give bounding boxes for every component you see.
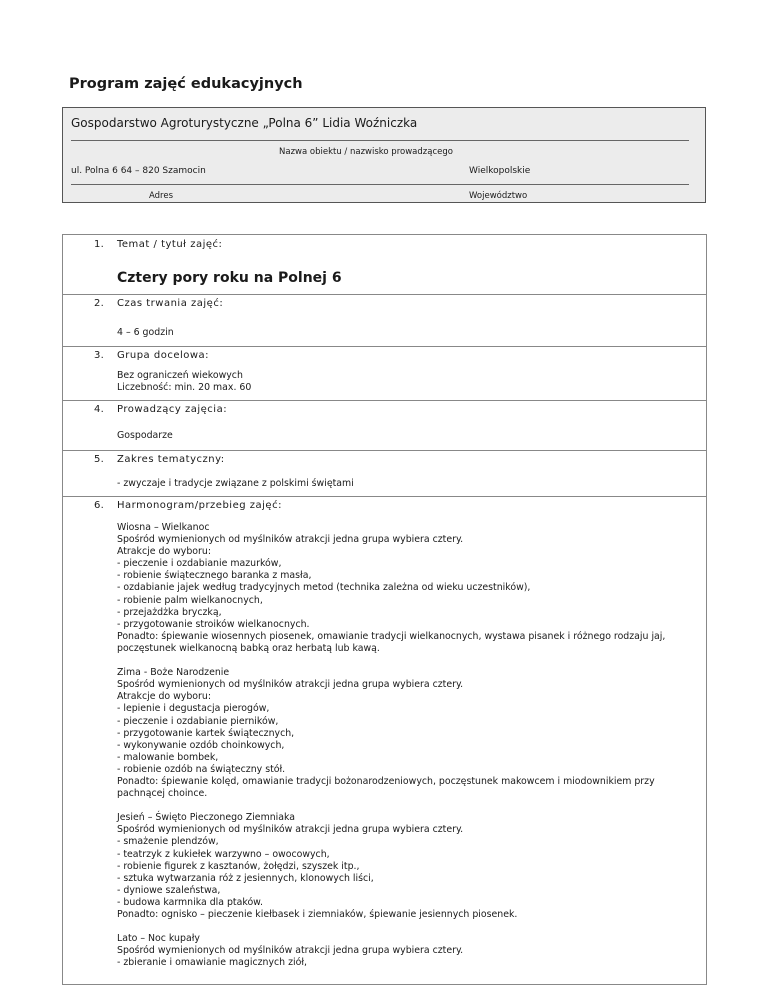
instructors-value: Gospodarze xyxy=(117,430,173,441)
schedule-autumn: Jesień – Święto Pieczonego Ziemniaka Spośród wymienionych od myślników atrakcji jedna grupa wybiera cztery. - smażenie plendzów, - teatrzyk z kukiełek warzywno – owocowych, - robienie figurek z kasztanów, żołędzi, szyszek itp., - sztuka wytwarzania róż z jesiennych, klonowych liści, - dyniowe szaleństwa, - budowa karmnika dla ptaków. Ponadto: ognisko – pieczenie kiełbasek i ziemniaków, śpiewanie jesiennych piosenek. xyxy=(117,812,518,920)
facility-name-label: Nazwa obiektu / nazwisko prowadzącego xyxy=(279,147,453,157)
section-heading-schedule: Harmonogram/przebieg zajęć: xyxy=(117,500,282,511)
divider xyxy=(63,294,706,295)
target-group-value: Bez ograniczeń wiekowych Liczebność: min. 20 max. 60 xyxy=(117,370,252,394)
section-number: 3. xyxy=(94,350,105,361)
divider xyxy=(71,140,689,141)
divider xyxy=(63,496,706,497)
section-heading-target-group: Grupa docelowa: xyxy=(117,350,210,361)
schedule-spring: Wiosna – Wielkanoc Spośród wymienionych od myślników atrakcji jedna grupa wybiera cztery. Atrakcje do wyboru: - pieczenie i ozdabianie mazurków, - robienie świątecznego baranka z masła, - ozdabianie jajek według tradycyjnych metod (technika zależna od wieku uczestników), - robienie palm wielkanocnych, - przejażdżka bryczką, - przygotowanie stroików wielkanocnych. Ponadto: śpiewanie wiosennych piosenek, omawianie tradycji wielkanocnych, wystawa pisanek i różnego rodzaju jaj, poczęstunek wielkanocną babką oraz herbatą lub kawą. xyxy=(117,522,666,654)
schedule-summer: Lato – Noc kupały Spośród wymienionych od myślników atrakcji jedna grupa wybiera cztery. - zbieranie i omawianie magicznych ziół, xyxy=(117,933,464,969)
divider xyxy=(71,184,689,185)
section-number: 2. xyxy=(94,298,105,309)
section-heading-scope: Zakres tematyczny: xyxy=(117,454,225,465)
program-table xyxy=(62,234,707,985)
divider xyxy=(63,450,706,451)
voivodeship-value: Wielkopolskie xyxy=(469,166,531,176)
schedule-winter: Zima - Boże Narodzenie Spośród wymienionych od myślników atrakcji jedna grupa wybiera cztery. Atrakcje do wyboru: - lepienie i degustacja pierogów, - pieczenie i ozdabianie pierników, - przygotowanie kartek świątecznych, - wykonywanie ozdób choinkowych, - malowanie bombek, - robienie ozdób na świąteczny stół. Ponadto: śpiewanie kolęd, omawianie tradycji bożonarodzeniowych, poczęstunek makowcem i miodownikiem przy pachnącej choince. xyxy=(117,667,655,800)
scope-value: - zwyczaje i tradycje związane z polskimi świętami xyxy=(117,478,354,489)
facility-name: Gospodarstwo Agroturystyczne „Polna 6” Lidia Woźniczka xyxy=(71,116,418,130)
section-heading-topic: Temat / tytuł zajęć: xyxy=(117,239,223,250)
section-number: 4. xyxy=(94,404,105,415)
section-number: 6. xyxy=(94,500,105,511)
address-label: Adres xyxy=(149,191,174,201)
voivodeship-label: Województwo xyxy=(469,191,528,201)
facility-info-box xyxy=(62,107,706,203)
section-heading-duration: Czas trwania zajęć: xyxy=(117,298,224,309)
topic-title: Cztery pory roku na Polnej 6 xyxy=(117,270,342,286)
divider xyxy=(63,346,706,347)
divider xyxy=(63,400,706,401)
section-number: 1. xyxy=(94,239,105,250)
address-value: ul. Polna 6 64 – 820 Szamocin xyxy=(71,166,206,176)
schedule-content xyxy=(117,522,700,982)
section-number: 5. xyxy=(94,454,105,465)
section-heading-instructors: Prowadzący zajęcia: xyxy=(117,404,228,415)
page-title: Program zajęć edukacyjnych xyxy=(69,76,303,92)
duration-value: 4 – 6 godzin xyxy=(117,327,174,338)
